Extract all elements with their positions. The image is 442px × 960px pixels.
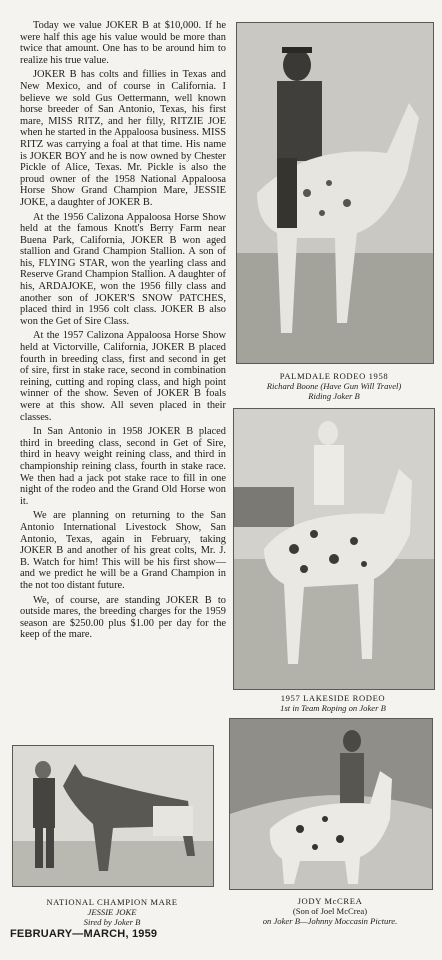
caption-champion bbox=[12, 897, 212, 927]
caption-title: PALMDALE RODEO 1958 bbox=[279, 371, 389, 381]
caption-line: (Son of Joel McCrea) bbox=[292, 906, 368, 916]
paragraph-7: We, of course, are standing JOKER B to outside mares, the breeding charges for the 1959 season are $250.00 plus $1.00 per day for the keep of the mare. bbox=[20, 594, 226, 641]
photo-jody-mccrea bbox=[229, 718, 433, 890]
article-text bbox=[20, 20, 226, 644]
issue-footer: FEBRUARY—MARCH, 1959 bbox=[10, 928, 158, 940]
caption-title: NATIONAL CHAMPION MARE bbox=[46, 897, 178, 907]
photo-lakeside-rodeo bbox=[233, 408, 435, 690]
photo-champion-mare bbox=[12, 745, 214, 887]
paragraph-5: In San Antonio in 1958 JOKER B placed third in breeding class, second in Get of Sire, third in heavy weight reining class, and third in championship reining class, fourth in stake race. We then had a jack pot stake race to fill in one night of the rodeo and the Grand Old Horse won it. bbox=[20, 426, 226, 507]
paragraph-6: We are planning on returning to the San Antonio International Livestock Show, San Antonio, Texas, again in February, taking JOKER B and another of his great colts, Mr. J. B. Watch for him! This will be his first show—and we predict he will be a Grand Champion in the not too distant future. bbox=[20, 510, 226, 591]
caption-jody bbox=[229, 896, 431, 926]
caption-line: Sired by Joker B bbox=[83, 917, 141, 927]
caption-title: JODY McCREA bbox=[297, 896, 363, 906]
paragraph-4: At the 1957 Calizona Appaloosa Horse Show held at Victorville, California, JOKER B placed fourth in breeding class, first and second in get of sire, first in stake race, second in combination reining, cutting and roping class, and high point winner of the show. Seven of JOKER B foals were at this show. All seven placed in their classes. bbox=[20, 330, 226, 423]
paragraph-1: Today we value JOKER B at $10,000. If he were half this age his value would be more than twice that amount. One has to be around him to realize his true value. bbox=[20, 20, 226, 66]
caption-title: 1957 LAKESIDE RODEO bbox=[280, 693, 386, 703]
caption-line: on Joker B—Johnny Moccasin Picture. bbox=[262, 916, 398, 926]
paragraph-3: At the 1956 Calizona Appaloosa Horse Show held at the famous Knott's Berry Farm near Buena Park, California, JOKER B won aged stallion and Grand Champion Stallion. A son of his, FLYING STAR, won the yearling class and Reserve Grand Champion Stallion. A daughter of his, ARDAJOKE, won the 1956 filly class and another son of JOKER'S SNOW PATCHES, placed third in 1956 colt class. JOKER B also won the Get of Sire Class. bbox=[20, 211, 226, 327]
caption-line: 1st in Team Roping on Joker B bbox=[280, 703, 386, 713]
caption-lakeside bbox=[233, 693, 433, 713]
photo-palmdale-rodeo bbox=[236, 22, 434, 364]
caption-palmdale bbox=[236, 371, 432, 401]
caption-line: JESSIE JOKE bbox=[87, 907, 137, 917]
paragraph-2: JOKER B has colts and fillies in Texas and New Mexico, and of course in California. I believe we sold Gus Oettermann, well known horse breeder of San Antonio, Texas, his first mare, MISS RITZ, and her filly, RITZIE JOE when he started in the Appaloosa business. MISS RITZ was carrying a foal at that time. His name is JOKER BOY and he is now owned by Chester Pickle of Alice, Texas. Mr. Pickle is also the proud owner of the 1958 National Appaloosa Horse Show Grand Champion Mare, JESSIE JOKE, a daughter of JOKER B. bbox=[20, 69, 226, 208]
caption-line: Riding Joker B bbox=[308, 391, 360, 401]
caption-line: Richard Boone (Have Gun Will Travel) bbox=[266, 381, 402, 391]
